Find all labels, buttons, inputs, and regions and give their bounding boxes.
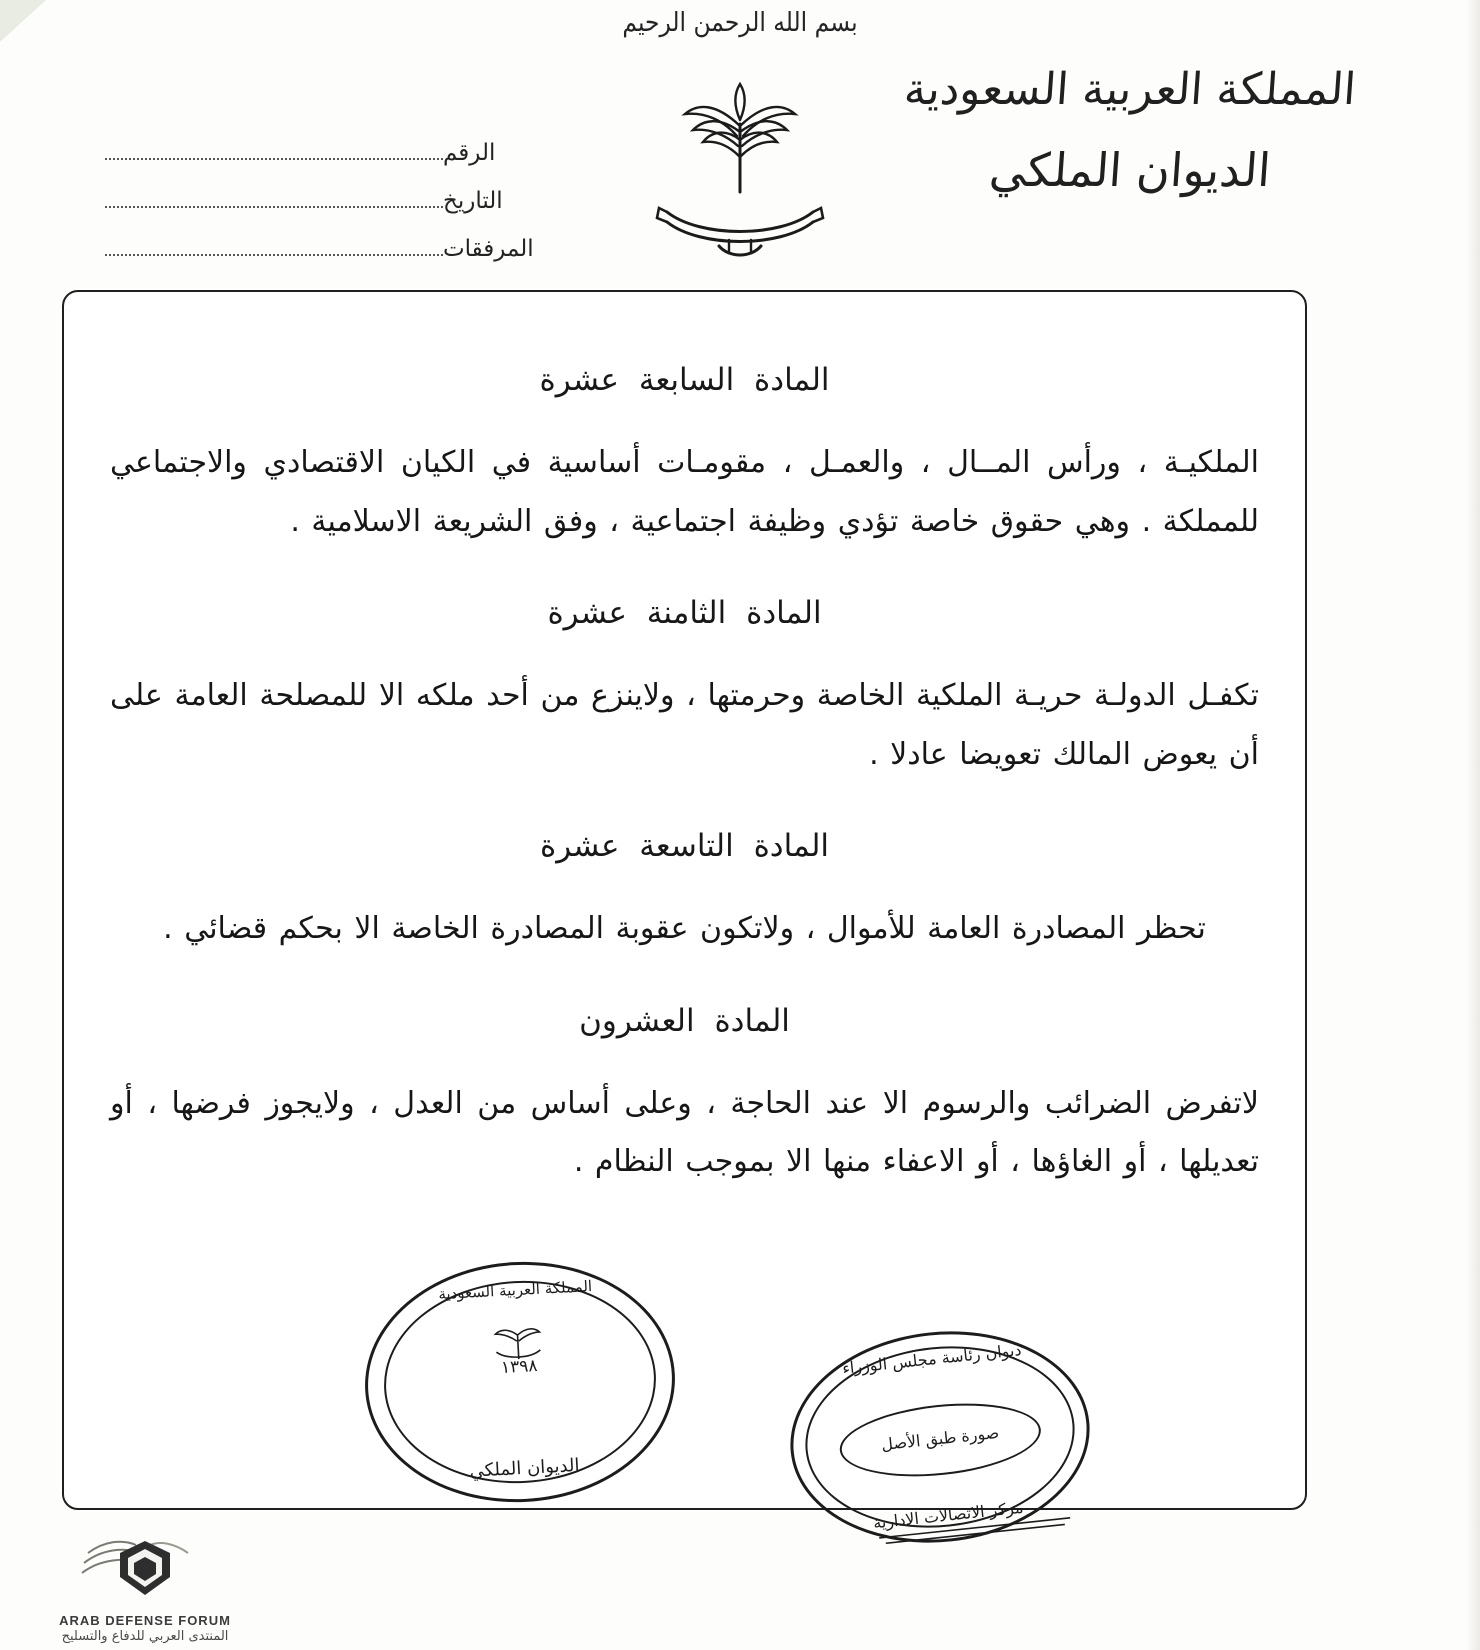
article-body-17: الملكيـة ، ورأس المــال ، والعمـل ، مقومـات أساسية في الكيان الاقتصادي والاجتماعي للمملكة . وهي حقوق خاصة تؤدي وظيفة اجتماعية ، وفق الشريعة الاسلامية .: [110, 445, 1259, 539]
scan-corner-mark: [0, 0, 46, 42]
seal2-bottom-text: مركز الاتصالات الادارية: [872, 1497, 1025, 1533]
meta-label-date: التاريخ: [443, 188, 503, 214]
document-meta-fields: [95, 140, 535, 284]
seal-top-text: المملكة العربية السعودية: [437, 1277, 593, 1304]
kingdom-name: المملكة العربية السعودية: [902, 64, 1358, 115]
article-title-18: المادة الثامنة عشرة: [547, 595, 822, 631]
article-body-18: تكفـل الدولـة حريـة الملكية الخاصة وحرمتها ، ولاينزع من أحد ملكه الا للمصلحة العامة على أن يعوض المالك تعويضا عادلا .: [110, 678, 1259, 772]
article-body-20: لاتفرض الضرائب والرسوم الا عند الحاجة ، وعلى أساس من العدل ، ولايجوز فرضها ، أو تعديلها ، أو الغاؤها ، أو الاعفاء منها الا بموجب النظام .: [110, 1085, 1259, 1179]
meta-label-attachments: المرفقات: [443, 236, 534, 262]
royal-court-seal: [359, 1254, 681, 1510]
article-body-19: تحظر المصادرة العامة للأموال ، ولاتكون عقوبة المصادرة الخاصة الا بحكم قضائي .: [163, 911, 1206, 946]
saudi-emblem-icon: [645, 62, 835, 262]
meta-row-date: [95, 188, 535, 214]
ministry-heading: [900, 62, 1360, 197]
scan-edge-shadow: [1466, 0, 1480, 1650]
seal2-center-text: صورة طبق الأصل: [836, 1395, 1044, 1486]
watermark-title: ARAB DEFENSE FORUM: [59, 1613, 231, 1628]
meta-value-attachments[interactable]: [105, 240, 443, 256]
meta-value-number[interactable]: [105, 144, 443, 160]
forum-watermark: [10, 1527, 280, 1644]
basmala-text: بسم الله الرحمن الرحيم: [622, 8, 858, 38]
meta-value-date[interactable]: [105, 192, 443, 208]
article-title-17: المادة السابعة عشرة: [539, 362, 830, 398]
meta-row-number: [95, 140, 535, 166]
meta-label-number: الرقم: [443, 140, 496, 166]
meta-row-attachments: [95, 236, 535, 262]
article-title-19: المادة التاسعة عشرة: [539, 828, 830, 864]
document-body-frame: [62, 290, 1307, 1510]
seal-year-text: ١٣٩٨: [500, 1356, 538, 1378]
seal-bottom-text: الديوان الملكي: [469, 1455, 580, 1482]
watermark-subtitle: المنتدى العربي للدفاع والتسليح: [61, 1629, 229, 1644]
document-body: [64, 332, 1305, 1236]
seal2-top-text: ديوان رئاسة مجلس الوزراء: [841, 1340, 1023, 1378]
royal-court-name: الديوان الملكي: [987, 143, 1273, 197]
arab-defense-forum-logo-icon: [70, 1527, 220, 1611]
article-title-20: المادة العشرون: [579, 1002, 790, 1039]
